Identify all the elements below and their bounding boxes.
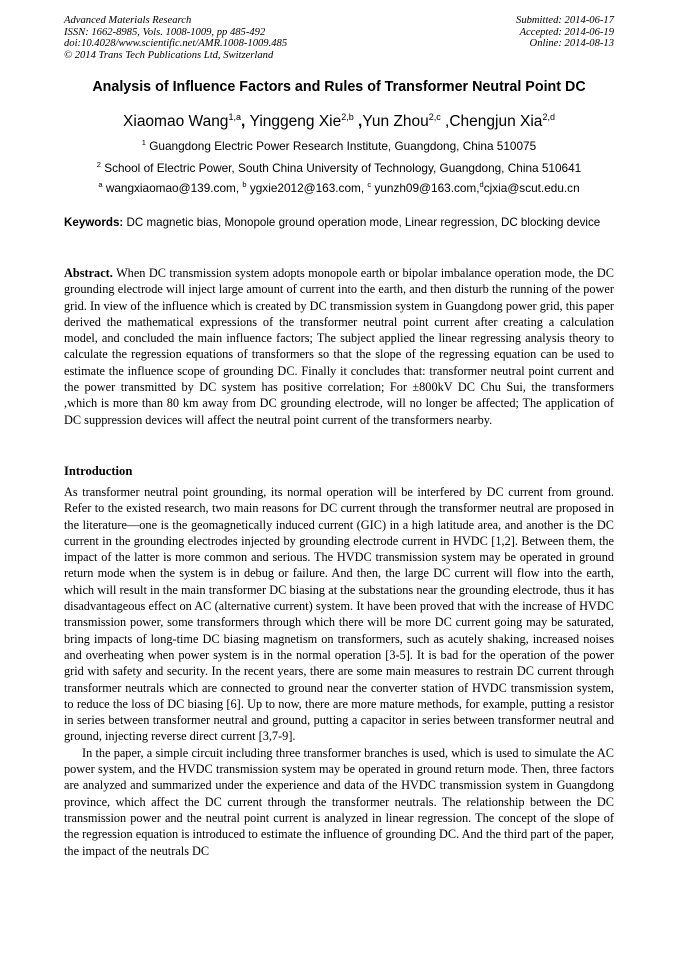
email-text: yunzh09@163.com, [374,181,480,195]
paragraph: As transformer neutral point grounding, its normal operation will be interfered by DC current from ground. Refer to the existed research, two main reasons for DC current through the transformer neutral are proposed in the literature—one is the geomagnetically induced current (GIC) in a high latitude area, and another is the DC current in the grounding electrodes injected by grounding electrode current in HVDC [1,2]. Between them, the impact of the latter is more common and serious. The HVDC transmission system may be operated in ground return mode when the system is in debug or failure. And then, the large DC current will flow into the earth, which will result in the main transformer DC biasing at the substations near the grounding electrode, thus it has disadvantageous effect on AC (alternative current) system. It have been proved that with the increase of HVDC transmission power, some transformers through which there will be more DC current going may be saturated, bring impacts of long-time DC biasing magnetism on transformers, such as acutely shaking, increased noises and overheating when power system is in the normal operation [3-5]. It is bad for the operation of the power grid with safety and security. In the recent years, there are some main measures to restrain DC current through transformer neutrals which are connected to ground near the converter station of HVDC transmission system, to reduce the loss of DC biasing [6]. Up to now, there are more mature methods, for example, putting a resistor in series between transformer neutral and ground, putting a capacitor in series between transformer neutral and ground, injecting reverse direct current [3,7-9]. [64,485,614,744]
author-sup: 2,d [542,112,555,122]
issn-line: ISSN: 1662-8985, Vols. 1008-1009, pp 485-492 [64,26,266,38]
keywords-text: DC magnetic bias, Monopole ground operation mode, Linear regression, DC blocking device [126,216,601,229]
abstract-label: Abstract. [64,266,113,280]
affiliation-text: Guangdong Electric Power Research Institute, Guangdong, China 510075 [149,139,537,153]
affiliation-sup: 2 [96,160,101,169]
author-sup: 2,c [428,112,441,122]
accepted-date: Accepted: 2014-06-19 [519,26,614,38]
abstract-text: When DC transmission system adopts monopole earth or bipolar imbalance operation mode, the DC grounding electrode will inject large amount of current into the earth, and then disturb the running of the power grid. In view of the influence which is created by DC transmission system in Guangdong power grid, this paper derived the mathematical expressions of the transformer neutral point current after creating a calculation model, and concluded the main influence factors; The subject applied the linear regressing analysis theory to calculate the regression equations of transformers so that the slope of the regressing equation can be used to estimate the influence scope of grounding DC. Finally it concludes that: transformer neutral point current and the power transmitted by DC system has positive correlation; For ±800kV DC Chu Sui, the transformers ,which is more than 80 km away from DC grounding electrode, will no longer be affected; The application of DC suppression devices will affect the neutral point current of the transformers nearby. [64,266,615,427]
email-sup: a [98,180,103,189]
affiliation-sup: 1 [141,138,146,147]
paper-title: Analysis of Influence Factors and Rules of Transformer Neutral Point DC [92,79,586,95]
author-name: Xiaomao Wang [123,113,229,130]
email-text: wangxiaomao@139.com, [105,181,243,195]
author-name: Yun Zhou [362,113,429,130]
section-heading-introduction: Introduction [64,464,133,478]
copyright-line: © 2014 Trans Tech Publications Ltd, Switzerland [64,49,274,61]
email-line [0,181,678,195]
email-sup: c [367,180,372,189]
keywords-label: Keywords: [64,216,124,229]
email-text: cjxia@scut.edu.cn [483,181,580,195]
email-text: ygxie2012@163.com, [249,181,368,195]
keywords [64,216,614,231]
author-sup: 1,a [228,112,241,122]
abstract [64,265,614,428]
doi-line: doi:10.4028/www.scientific.net/AMR.1008-1009.485 [64,38,288,50]
submitted-date: Submitted: 2014-06-17 [516,15,614,26]
paragraph: In the paper, a simple circuit including three transformer branches is used, which is used to simulate the AC power system, and the HVDC transmission system may be operated in ground return mode. Then, three factors are analyzed and summarized under the experience and data of the HVDC transmission system in Guangdong province, which affect the DC current through the transformer neutrals. The relationship between the DC transmission power and the neutral point current is analyzed in linear regression. The concept of the slope of the regression equation is introduced to estimate the influence of grounding DC. And the third part of the paper, the impact of the neutrals DC [64,745,614,858]
author-list: Xiaomao Wang$^{1,a}$, Yinggeng Xie$^{2,b}$ ,Yun Zhou$^{2,c}$ ,Chengjun Xia$^{2,d}$ [123,112,555,130]
introduction-body [64,484,614,859]
affiliation-2 [0,161,678,175]
email-sup: b [242,180,247,189]
affiliation-1 [0,139,678,153]
author-name: Chengjun Xia [449,113,543,130]
author-name: Yinggeng Xie [249,113,342,130]
journal-header-right [516,15,614,50]
author-sup: 2,b [341,112,354,122]
email-sup: d [479,180,484,189]
affiliation-text: School of Electric Power, South China University of Technology, Guangdong, China 510641 [104,161,582,175]
online-date: Online: 2014-08-13 [529,38,614,50]
journal-name: Advanced Materials Research [64,15,192,26]
journal-header-left [64,15,287,61]
